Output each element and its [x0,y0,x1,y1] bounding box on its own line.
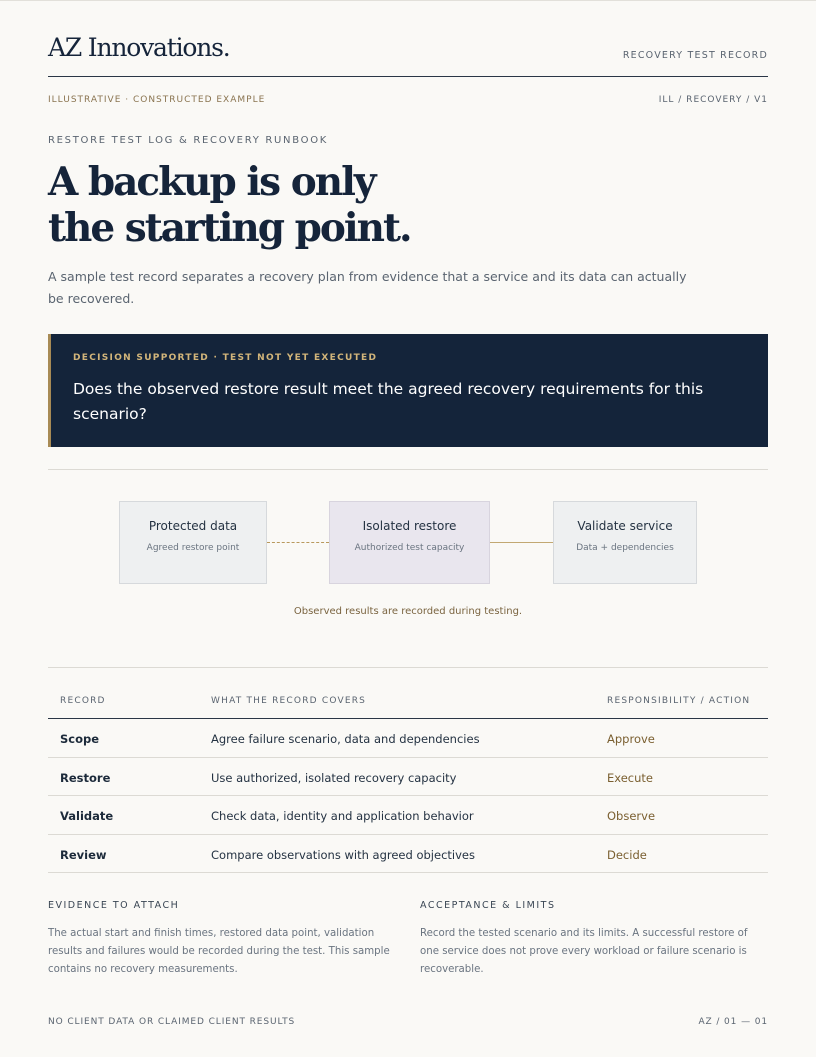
table-row [48,719,768,758]
page-title-line-1: A backup is only [48,159,375,205]
record-name: Restore [60,770,111,785]
acceptance-body: Record the tested scenario and its limits. A successful restore of one service does not prove every workload or failure scenario is recoverable. [420,928,748,975]
recovery-flow-diagram [48,501,768,631]
column-header-action: RESPONSIBILITY / ACTION [607,696,751,706]
decision-status-tag: DECISION SUPPORTED · TEST NOT YET EXECUTED [73,353,378,363]
record-action: Decide [607,847,647,862]
record-coverage: Use authorized, isolated recovery capacity [211,770,457,785]
flow-connector-solid [490,542,553,543]
document-reference: ILL / RECOVERY / V1 [658,95,768,105]
record-coverage: Agree failure scenario, data and dependencies [211,732,480,746]
record-coverage: Compare observations with agreed objectives [211,847,475,862]
table-divider [48,667,768,668]
flow-step-title: Validate service [577,519,673,533]
flow-step-subtitle: Data + dependencies [576,543,674,553]
page [48,1,768,1057]
record-name: Review [60,847,107,862]
section-divider [48,469,768,470]
flow-step-subtitle: Authorized test capacity [354,543,465,553]
illustrative-label: ILLUSTRATIVE · CONSTRUCTED EXAMPLE [48,95,266,105]
flow-step-isolated-restore [329,501,490,584]
intro-paragraph: A sample test record separates a recovery plan from evidence that a service and its data can actually be recovered. [48,269,687,306]
column-header-covers: WHAT THE RECORD COVERS [211,696,367,706]
flow-connector-dashed [267,542,329,543]
page-title-line-2: the starting point. [48,205,411,251]
section-eyebrow: RESTORE TEST LOG & RECOVERY RUNBOOK [48,135,329,146]
table-row [48,796,768,835]
record-action: Execute [607,770,653,785]
flow-step-protected-data [119,501,267,584]
document-type-label: RECOVERY TEST RECORD [622,50,768,61]
column-header-record: RECORD [60,696,106,706]
flow-caption: Observed results are recorded during testing. [293,606,523,617]
flow-step-title: Protected data [148,519,238,533]
record-coverage: Check data, identity and application behavior [211,809,474,823]
footer-page-number: AZ / 01 — 01 [698,1017,768,1027]
evidence-note [48,900,398,979]
page-title [48,159,668,251]
record-name: Validate [60,809,114,823]
decision-callout [48,334,768,447]
decision-question: Does the observed restore result meet the agreed recovery requirements for this scenario? [73,380,704,423]
evidence-heading: EVIDENCE TO ATTACH [48,900,180,911]
flow-step-title: Isolated restore [362,519,457,533]
record-action: Observe [607,809,656,823]
footer-disclaimer: NO CLIENT DATA OR CLAIMED CLIENT RESULTS [48,1017,296,1027]
acceptance-heading: ACCEPTANCE & LIMITS [420,900,556,911]
acceptance-note [420,900,760,979]
brand-logo: AZ Innovations. [48,33,230,62]
record-name: Scope [60,732,100,746]
evidence-body: The actual start and finish times, restored data point, validation results and failures would be recorded during the test. This sample contains no recovery measurements. [48,928,390,975]
header-divider [48,76,768,77]
table-row [48,758,768,797]
flow-step-validate-service [553,501,697,584]
table-row [48,835,768,874]
table-header [48,682,768,719]
record-action: Approve [607,732,655,746]
record-table [48,682,768,873]
flow-step-subtitle: Agreed restore point [146,543,240,553]
